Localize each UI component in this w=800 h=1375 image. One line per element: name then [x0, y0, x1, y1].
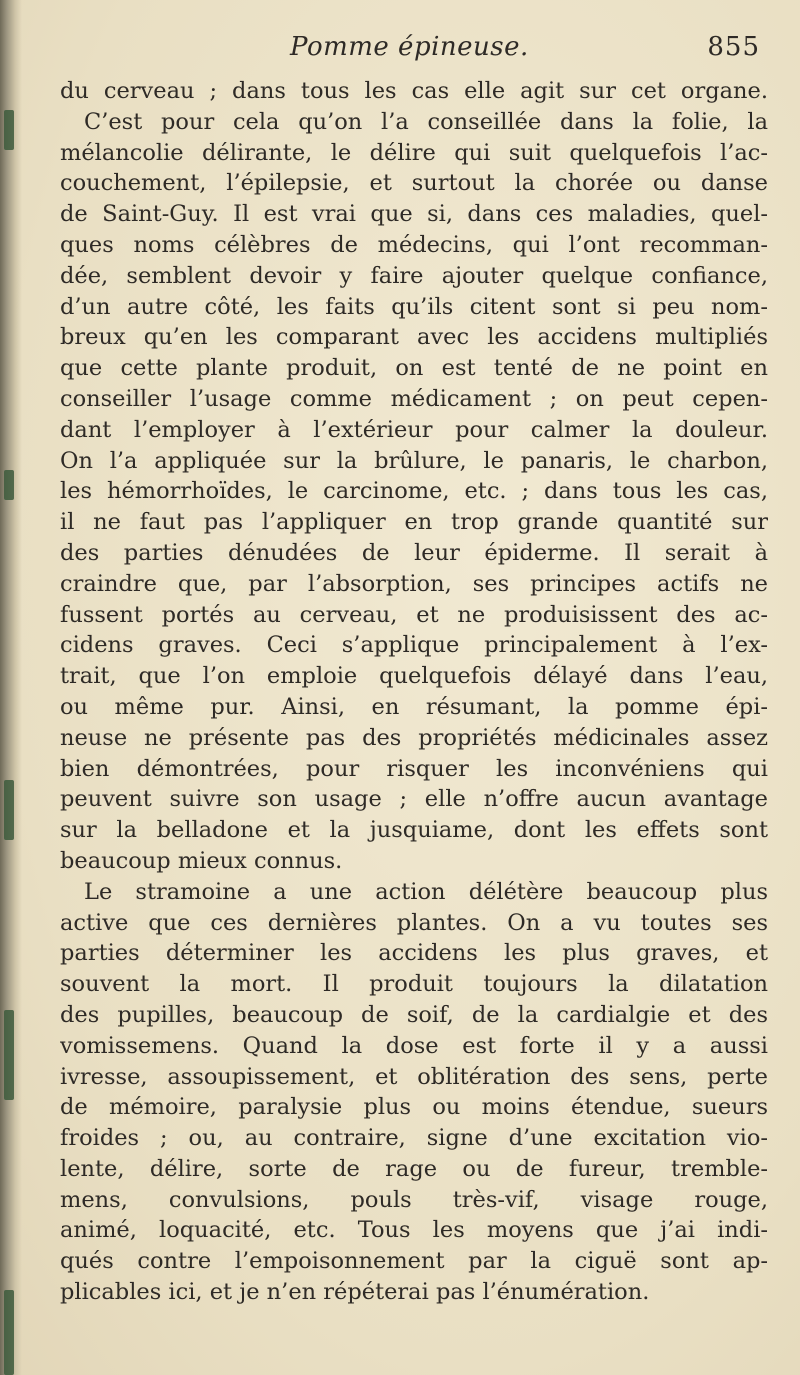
- text-line: souvent la mort. Il produit toujours la dilatation: [60, 971, 768, 998]
- text-line: C’est pour cela qu’on l’a conseillée dans la folie, la: [84, 108, 768, 135]
- text-line: des parties dénudées de leur épiderme. Il serait à: [60, 539, 768, 566]
- text-line: froides ; ou, au contraire, signe d’une excitation vio-: [60, 1125, 768, 1152]
- text-line: craindre que, par l’absorption, ses principes actifs ne: [60, 570, 768, 597]
- text-line: lente, délire, sorte de rage ou de fureur, tremble-: [60, 1155, 768, 1182]
- text-line: sur la belladone et la jusquiame, dont les effets sont: [60, 817, 768, 844]
- text-line: bien démontrées, pour risquer les inconvéniens qui: [60, 755, 768, 782]
- text-line: ou même pur. Ainsi, en résumant, la pomme épi-: [60, 693, 768, 720]
- body-text: [60, 76, 768, 1308]
- binding-edge: [0, 0, 22, 1375]
- text-line: Le stramoine a une action délétère beaucoup plus: [84, 878, 768, 905]
- binding-mark: [4, 780, 14, 840]
- text-line: dée, semblent devoir y faire ajouter quelque confiance,: [60, 262, 768, 289]
- text-line: peuvent suivre son usage ; elle n’offre aucun avantage: [60, 786, 768, 813]
- text-line: de Saint-Guy. Il est vrai que si, dans ces maladies, quel-: [60, 201, 768, 228]
- running-title: Pomme épineuse.: [290, 32, 529, 62]
- text-line: ivresse, assoupissement, et oblitération des sens, perte: [60, 1063, 768, 1090]
- text-line: active que ces dernières plantes. On a vu toutes ses: [60, 909, 768, 936]
- binding-mark: [4, 110, 14, 150]
- text-line: cidens graves. Ceci s’applique principalement à l’ex-: [60, 632, 768, 659]
- text-line: d’un autre côté, les faits qu’ils citent sont si peu nom-: [60, 293, 768, 320]
- text-line: ques noms célèbres de médecins, qui l’ont recomman-: [60, 231, 768, 258]
- text-line: couchement, l’épilepsie, et surtout la chorée ou danse: [60, 170, 768, 197]
- text-line: il ne faut pas l’appliquer en trop grande quantité sur: [60, 509, 768, 536]
- binding-mark: [4, 1010, 14, 1100]
- page-number: 855: [707, 32, 760, 62]
- page-header: [60, 32, 760, 72]
- text-line: trait, que l’on emploie quelquefois délayé dans l’eau,: [60, 663, 768, 690]
- text-line: des pupilles, beaucoup de soif, de la cardialgie et des: [60, 1001, 768, 1028]
- binding-mark: [4, 1290, 14, 1375]
- text-line: parties déterminer les accidens les plus graves, et: [60, 940, 768, 967]
- text-line: les hémorrhoïdes, le carcinome, etc. ; dans tous les cas,: [60, 478, 768, 505]
- binding-mark: [4, 470, 14, 500]
- text-line: mens, convulsions, pouls très-vif, visage rouge,: [60, 1186, 768, 1213]
- text-line: animé, loquacité, etc. Tous les moyens que j’ai indi-: [60, 1217, 768, 1244]
- text-line: fussent portés au cerveau, et ne produisissent des ac-: [60, 601, 768, 628]
- text-line: On l’a appliquée sur la brûlure, le panaris, le charbon,: [60, 447, 768, 474]
- text-line: de mémoire, paralysie plus ou moins étendue, sueurs: [60, 1094, 768, 1121]
- text-line: vomissemens. Quand la dose est forte il y a aussi: [60, 1032, 768, 1059]
- text-line: plicables ici, et je n’en répéterai pas l’énumération.: [60, 1279, 650, 1306]
- text-line: du cerveau ; dans tous les cas elle agit sur cet organe.: [60, 78, 768, 104]
- text-line: beaucoup mieux connus.: [60, 847, 343, 874]
- text-line: conseiller l’usage comme médicament ; on peut cepen-: [60, 385, 768, 412]
- text-line: que cette plante produit, on est tenté de ne point en: [60, 355, 768, 382]
- text-line: mélancolie délirante, le délire qui suit quelquefois l’ac-: [60, 139, 768, 166]
- text-line: dant l’employer à l’extérieur pour calmer la douleur.: [60, 416, 768, 443]
- text-line: breux qu’en les comparant avec les accidens multipliés: [60, 324, 768, 351]
- text-line: neuse ne présente pas des propriétés médicinales assez: [60, 724, 768, 751]
- text-line: qués contre l’empoisonnement par la ciguë sont ap-: [60, 1248, 768, 1275]
